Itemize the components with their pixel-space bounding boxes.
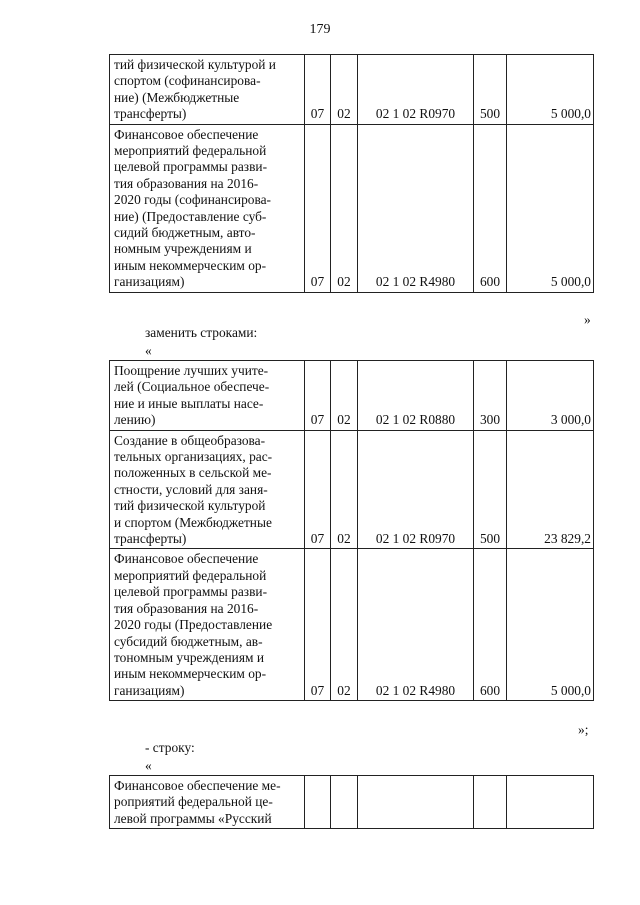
table-row [110, 361, 594, 431]
expense-type-code: 500 [474, 55, 507, 125]
opening-quote: « [145, 343, 152, 358]
subsection-code: 02 [331, 430, 358, 549]
section-code: 07 [305, 361, 331, 431]
section-code: 07 [305, 55, 331, 125]
row-name: Создание в общеобразова- тельных организациях, рас- положенных в сельской ме- стности, условий для заня- тий физической культурой и спортом (Межбюджетные трансферты) [110, 430, 305, 549]
budget-table-next [109, 775, 594, 829]
target-article-code [358, 776, 474, 829]
subsection-code: 02 [331, 361, 358, 431]
subsection-code: 02 [331, 549, 358, 701]
target-article-code: 02 1 02 R4980 [358, 124, 474, 292]
amount: 23 829,2 [507, 430, 594, 549]
subsection-code: 02 [331, 55, 358, 125]
table-row [110, 430, 594, 549]
table-row [110, 124, 594, 292]
replace-instruction: заменить строками: [145, 325, 258, 340]
subsection-code [331, 776, 358, 829]
section-code [305, 776, 331, 829]
section-code: 07 [305, 430, 331, 549]
budget-table-replacement [109, 360, 594, 701]
target-article-code: 02 1 02 R0970 [358, 55, 474, 125]
budget-table-original [109, 54, 594, 293]
amount: 3 000,0 [507, 361, 594, 431]
table-row [110, 776, 594, 829]
amount: 5 000,0 [507, 124, 594, 292]
row-name: Финансовое обеспечение ме- роприятий федеральной це- левой программы «Русский [110, 776, 305, 829]
target-article-code: 02 1 02 R0880 [358, 361, 474, 431]
expense-type-code: 600 [474, 124, 507, 292]
expense-type-code [474, 776, 507, 829]
amount: 5 000,0 [507, 55, 594, 125]
table-row [110, 55, 594, 125]
section-code: 07 [305, 549, 331, 701]
amount: 5 000,0 [507, 549, 594, 701]
subsection-code: 02 [331, 124, 358, 292]
closing-quote: »; [578, 722, 589, 737]
expense-type-code: 500 [474, 430, 507, 549]
closing-quote: » [584, 312, 591, 327]
row-name: Финансовое обеспечение мероприятий федеральной целевой программы разви- тия образования на 2016- 2020 годы (Предоставление субсидий бюджетным, ав- тономным учреждениям и иным некоммерческим ор- ганизациям) [110, 549, 305, 701]
target-article-code: 02 1 02 R4980 [358, 549, 474, 701]
row-name: Поощрение лучших учите- лей (Социальное обеспече- ние и иные выплаты насе- лению) [110, 361, 305, 431]
section-code: 07 [305, 124, 331, 292]
target-article-code: 02 1 02 R0970 [358, 430, 474, 549]
page-number: 179 [309, 22, 331, 37]
row-instruction: - строку: [145, 740, 195, 755]
row-name: Финансовое обеспечение мероприятий федеральной целевой программы разви- тия образования на 2016- 2020 годы (софинансирова- ние) (Предоставление суб- сидий бюджетным, авто- номным учреждениям и иным некоммерческим ор- ганизациям) [110, 124, 305, 292]
table-row [110, 549, 594, 701]
expense-type-code: 300 [474, 361, 507, 431]
row-name: тий физической культурой и спортом (софинансирова- ние) (Межбюджетные трансферты) [110, 55, 305, 125]
opening-quote: « [145, 758, 152, 773]
amount [507, 776, 594, 829]
expense-type-code: 600 [474, 549, 507, 701]
